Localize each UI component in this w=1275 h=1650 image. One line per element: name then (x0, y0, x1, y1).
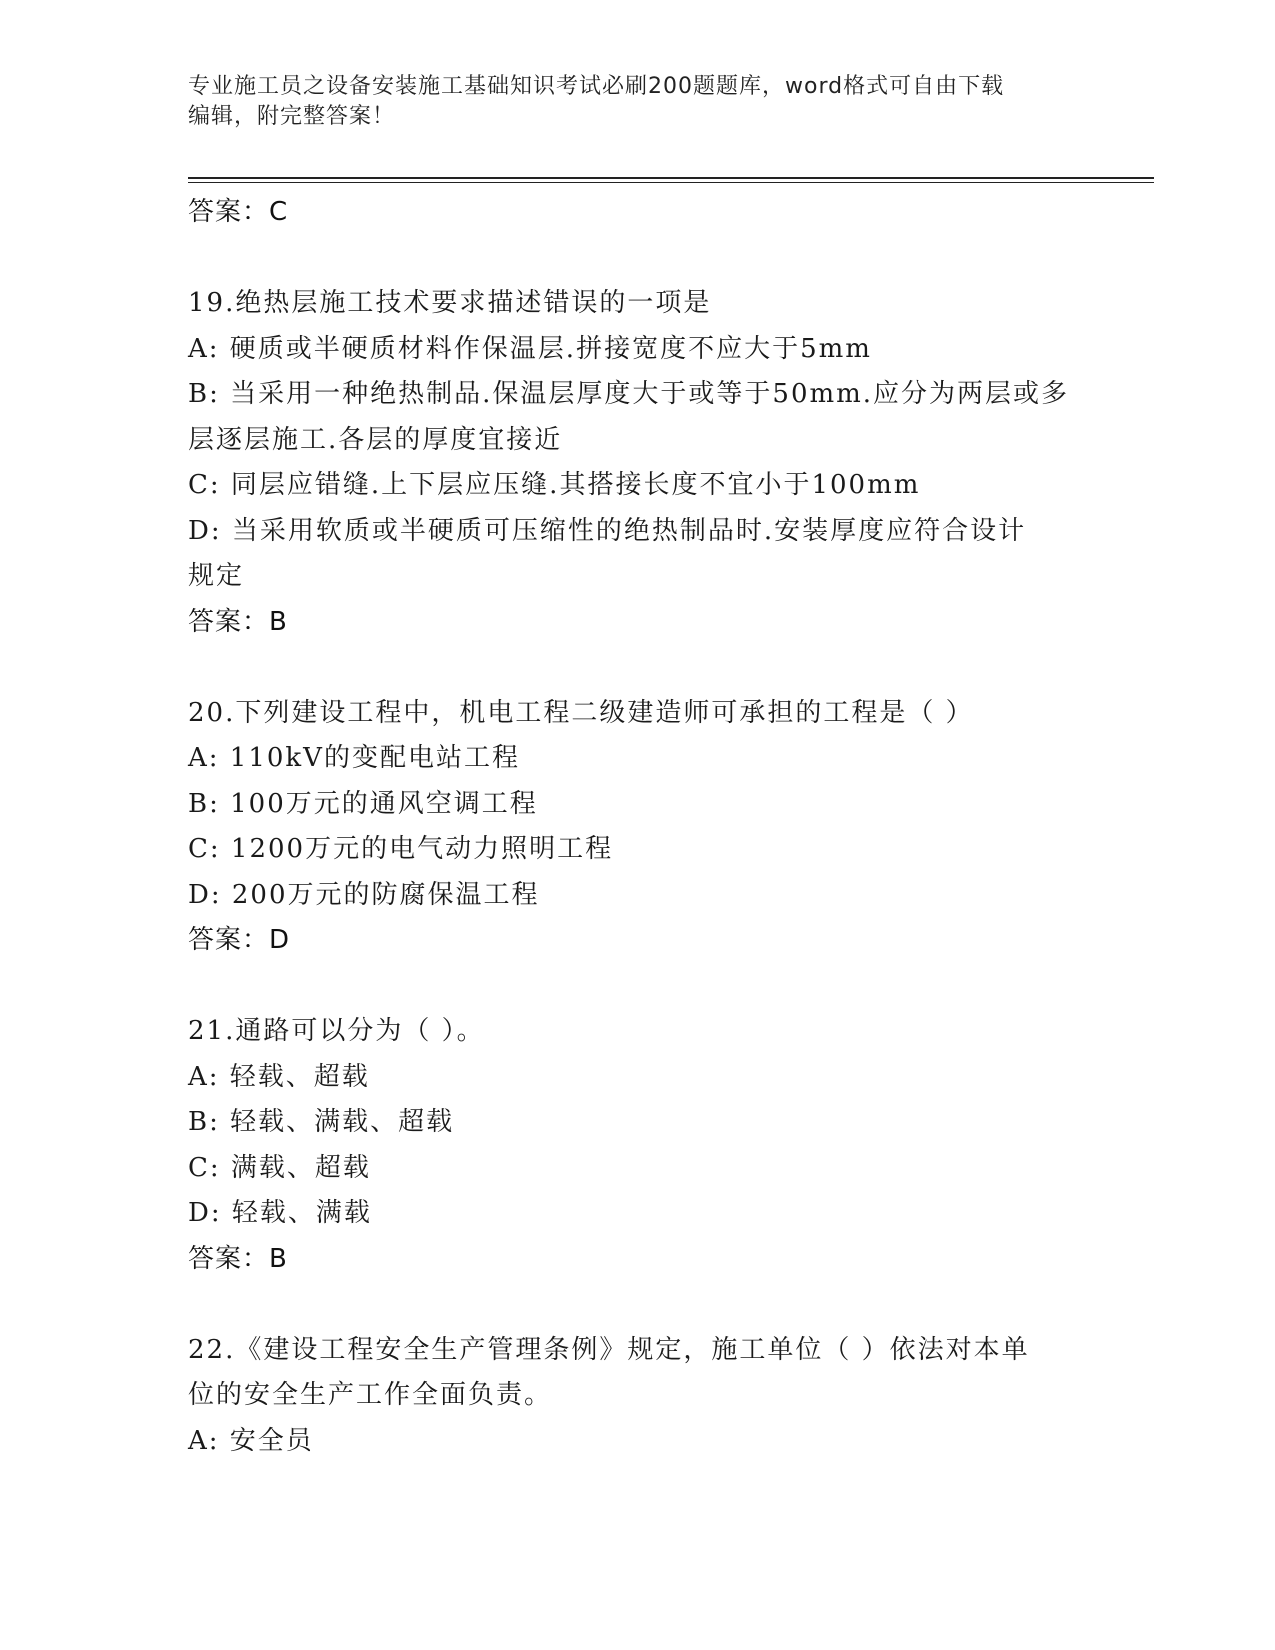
option-d-cont: 规定 (188, 561, 245, 591)
question-title: 20.下列建设工程中，机电工程二级建造师可承担的工程是（ ） (188, 697, 974, 728)
option-b: B: 当采用一种绝热制品.保温层厚度大于或等于50mm.应分为两层或多 (188, 379, 1070, 409)
option-c: C: 1200万元的电气动力照明工程 (188, 834, 614, 864)
option-c: C: 同层应错缝.上下层应压缝.其搭接长度不宜小于100mm (188, 470, 921, 500)
option-d: D: 200万元的防腐保温工程 (188, 879, 540, 910)
answer-line: 答案：B (188, 606, 288, 637)
question-19 (188, 281, 1088, 645)
question-20 (188, 691, 1088, 964)
document-header (188, 72, 1088, 132)
question-title: 19.绝热层施工技术要求描述错误的一项是 (188, 288, 712, 318)
answer-line: 答案：B (188, 1243, 288, 1274)
question-title-cont: 位的安全生产工作全面负责。 (188, 1380, 553, 1410)
question-22 (188, 1328, 1088, 1465)
header-line: 专业施工员之设备安装施工基础知识考试必刷200题题库，word格式可自由下载 (188, 74, 1005, 99)
option-d: D: 轻载、满载 (188, 1198, 372, 1228)
header-divider (188, 182, 1154, 183)
option-a: A: 轻载、超载 (188, 1061, 370, 1092)
option-a: A: 硬质或半硬质材料作保温层.拼接宽度不应大于5mm (188, 333, 872, 364)
option-a: A: 110kV的变配电站工程 (188, 743, 520, 773)
option-a: A: 安全员 (188, 1425, 314, 1456)
question-21 (188, 1009, 1088, 1282)
header-line: 编辑，附完整答案！ (188, 104, 396, 129)
answer-line: 答案：D (188, 925, 291, 955)
question-title: 22.《建设工程安全生产管理条例》规定，施工单位（ ）依法对本单 (188, 1334, 1030, 1365)
question-list (188, 190, 1088, 1464)
header-divider (188, 177, 1154, 179)
option-b: B: 轻载、满载、超载 (188, 1107, 455, 1137)
question-title: 21.通路可以分为（ ）。 (188, 1016, 485, 1046)
option-c: C: 满载、超载 (188, 1152, 371, 1183)
option-b-cont: 层逐层施工.各层的厚度宜接近 (188, 424, 563, 455)
answer-line: 答案：C (188, 197, 289, 227)
option-b: B: 100万元的通风空调工程 (188, 788, 538, 819)
option-d: D: 当采用软质或半硬质可压缩性的绝热制品时.安装厚度应符合设计 (188, 515, 1027, 546)
